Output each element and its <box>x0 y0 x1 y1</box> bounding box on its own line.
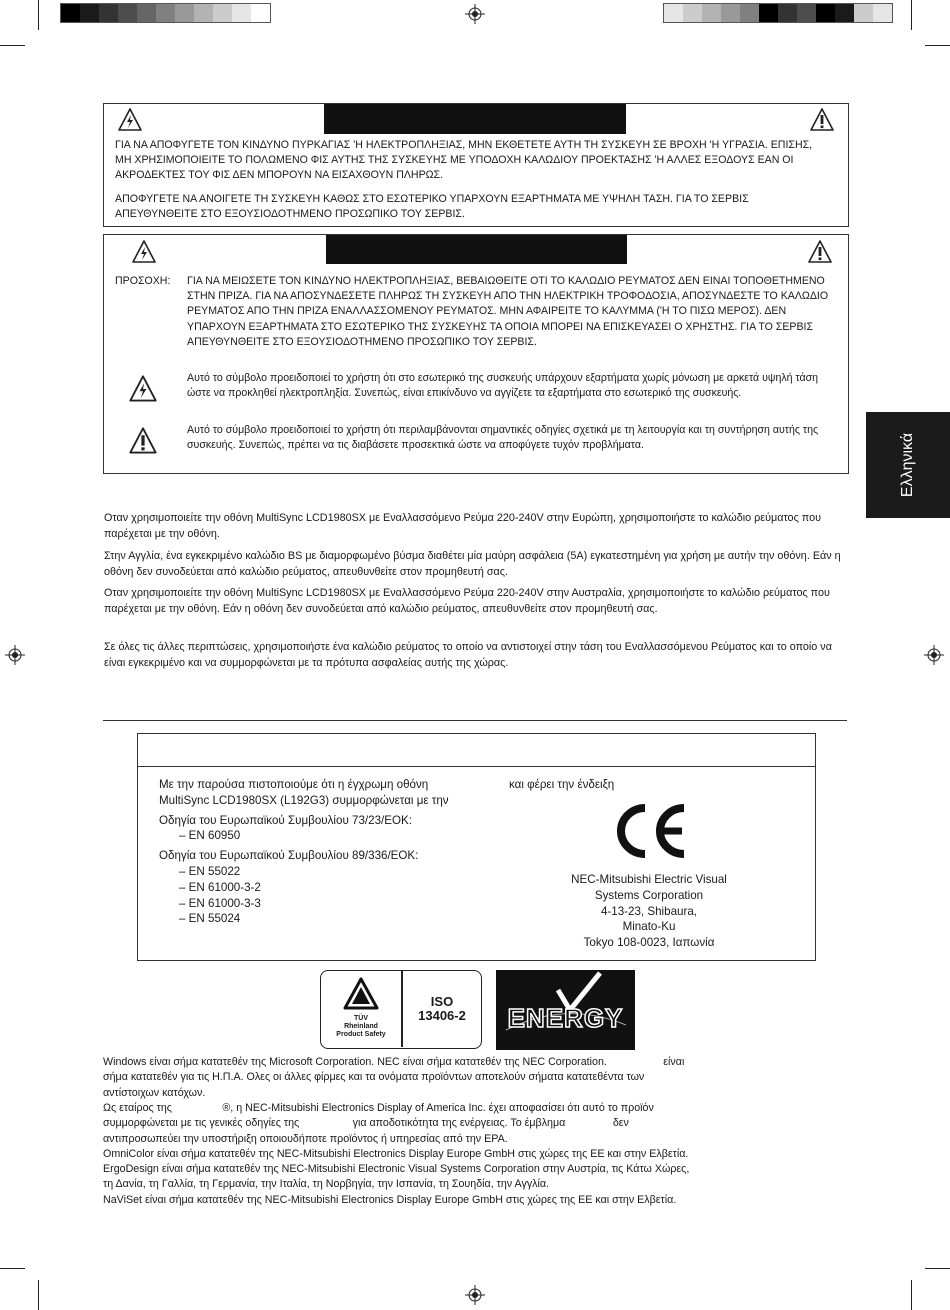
high-voltage-icon <box>131 239 157 265</box>
ce-intro: και φέρει την ένδειξη <box>509 778 615 791</box>
symbol-voltage-description: Αυτό το σύμβολο προειδοποιεί το χρήστη ότι στο εσωτερικό της συσκευής υπάρχουν εξαρτήματα χωρίς μόνωση με αρκετά υψηλή τάση ώστε να προκληθεί ηλεκτροπληξία. Συνεπώς, είναι επικίνδυνο να αγγίζετε τα εξαρτήματα στο εσωτερικό της συσκευής. <box>187 372 819 400</box>
iso-line: ISO <box>430 994 454 1009</box>
declaration-header-rule <box>138 766 815 767</box>
exclamation-icon <box>807 239 833 265</box>
crop-mark <box>0 45 25 46</box>
caution-heading-bar <box>326 235 627 264</box>
calibration-swatch <box>80 4 99 22</box>
tuv-line: Rheinland <box>344 1023 378 1031</box>
language-tab <box>866 412 950 518</box>
standard-item: – EN 55022 <box>179 864 241 878</box>
tuv-caption <box>321 1015 401 1040</box>
calibration-swatch <box>194 4 213 22</box>
declaration-box <box>137 733 816 961</box>
energy-star-logo <box>496 970 635 1050</box>
energy-wordmark: ENERGY <box>507 1003 624 1033</box>
warning-text-fire: ΓΙΑ ΝΑ ΑΠΟΦΥΓΕΤΕ ΤΟΝ ΚΙΝΔΥΝΟ ΠΥΡΚΑΓΙΑΣ 'Η ΗΛΕΚΤΡΟΠΛΗΞΙΑΣ, ΜΗΝ ΕΚΘΕΤΕΤΕ ΑΥΤΗ ΤΗ ΣΥΣΚΕΥΗ ΣΕ ΒΡΟΧΗ 'Η ΥΓΡΑΣΙΑ. ΕΠΙΣΗΣ, ΜΗ ΧΡΗΣΙΜΟΠΟΙΕΙΤΕ ΤΟ ΠΟΛΩΜΕΝΟ ΦΙΣ ΑΥΤΗΣ ΤΗΣ ΣΥΣΚΕΥΗΣ ΜΕ ΥΠΟΔΟΧΗ ΚΑΛΩΔΙΟΥ ΠΡΟΕΚΤΑΣΗΣ 'Η ΑΛΛΕΣ ΕΞΟΔΟΥΣ ΕΑΝ ΟΙ ΑΚΡΟΔΕΚΤΕΣ ΤΟΥ ΦΙΣ ΔΕΝ ΜΠΟΡΟΥΝ ΝΑ ΕΙΣΑΧΘΟΥΝ ΠΛΗΡΩΣ. <box>115 139 813 182</box>
calibration-swatch <box>778 4 797 22</box>
calibration-swatch <box>664 4 683 22</box>
crop-mark <box>38 0 39 30</box>
registration-mark-icon <box>465 1285 485 1305</box>
trademark-line: σήμα κατατεθέν για τις Η.Π.Α. Ολες οι άλλες φίρμες και τα ονόματα προϊόντων αποτελούν σήματα κατατεθέντα των <box>103 1071 645 1084</box>
tuv-line: TÜV <box>354 1015 368 1022</box>
calibration-swatch <box>118 4 137 22</box>
high-voltage-icon <box>128 374 158 404</box>
iso-line: 13406-2 <box>418 1008 466 1023</box>
calibration-swatch <box>740 4 759 22</box>
body-paragraph: Οταν χρησιμοποιείτε την οθόνη MultiSync LCD1980SX με Εναλλασσόμενο Ρεύμα 220-240V στην Ευρώπη, χρησιμοποιήστε το καλώδιο ρεύματος που παρέχεται με την οθόνη. <box>104 512 821 540</box>
crop-mark <box>38 1280 39 1310</box>
calibration-swatch <box>873 4 892 22</box>
ce-mark-logo <box>612 800 690 862</box>
ce-mark-icon <box>612 800 690 862</box>
calibration-strip-right <box>663 3 893 23</box>
crop-mark <box>911 0 912 30</box>
body-paragraph: Οταν χρησιμοποιείτε την οθόνη MultiSync LCD1980SX με Εναλλασσόμενο Ρεύμα 220-240V στην Αυστραλία, χρησιμοποιήστε το καλώδιο ρεύματος που παρέχεται με την οθόνη. Εάν η οθόνη δεν συνοδεύεται από καλώδιο ρεύματος, απευθυνθείτε στον προμηθευτή σας. <box>104 587 830 615</box>
caution-text: ΓΙΑ ΝΑ ΜΕΙΩΣΕΤΕ ΤΟΝ ΚΙΝΔΥΝΟ ΗΛΕΚΤΡΟΠΛΗΞΙΑΣ, ΒΕΒΑΙΩΘΕΙΤΕ ΟΤΙ ΤΟ ΚΑΛΩΔΙΟ ΡΕΥΜΑΤΟΣ ΔΕΝ ΕΙΝΑΙ ΤΟΠΟΘΕΤΗΜΕΝΟ ΣΤΗΝ ΠΡΙΖΑ. ΓΙΑ ΝΑ ΑΠΟΣΥΝΔΕΣΕΤΕ ΠΛΗΡΩΣ ΤΗ ΣΥΣΚΕΥΗ ΑΠΟ ΤΗΝ ΗΛΕΚΤΡΙΚΗ ΤΡΟΦΟΔΟΣΙΑ, ΑΠΟΣΥΝΔΕΣΤΕ ΤΟ ΚΑΛΩΔΙΟ ΡΕΥΜΑΤΟΣ ΑΠΟ ΤΗΝ ΠΡΙΖΑ ΕΝΑΛΛΑΣΣΟΜΕΝΟΥ ΡΕΥΜΑΤΟΣ. ΜΗΝ ΑΦΑΙΡΕΙΤΕ ΤΟ ΚΑΛΥΜΜΑ ('Η ΤΟ ΠΙΣΩ ΜΕΡΟΣ). ΔΕΝ ΥΠΑΡΧΟΥΝ ΕΞΑΡΤΗΜΑΤΑ ΣΤΟ ΕΣΩΤΕΡΙΚΟ ΤΗΣ ΣΥΣΚΕΥΗΣ ΤΑ ΟΠΟΙΑ ΜΠΟΡΕΙ ΝΑ ΕΠΙΣΚΕΥΑΣΕΙ Ο ΧΡΗΣΤΗΣ. ΓΙΑ ΤΟ ΣΕΡΒΙΣ ΑΠΕΥΘΥΝΘΕΙΤΕ ΣΤΟ ΕΞΟΥΣΙΟΔΟΤΗΜΕΝΟ ΠΡΟΣΩΠΙΚΟ ΤΟΥ ΣΕΡΒΙΣ. <box>187 275 829 348</box>
exclamation-icon <box>809 107 835 133</box>
calibration-swatch <box>137 4 156 22</box>
trademark-line: αντίστοιχων κατόχων. <box>103 1086 206 1099</box>
warning-heading-bar <box>324 104 626 134</box>
iso-label <box>403 995 481 1023</box>
directive-73-23: Οδηγία του Ευρωπαϊκού Συμβουλίου 73/23/EOK: <box>159 813 412 827</box>
trademark-line: τη Δανία, τη Γαλλία, τη Γερμανία, την Ιταλία, τη Νορβηγία, την Ισπανία, τη Σουηδία, την Αγγλία. <box>103 1178 550 1191</box>
language-tab-label: Ελληνικά <box>899 432 916 498</box>
registration-mark-icon <box>924 645 944 665</box>
registration-mark-icon <box>465 4 485 24</box>
body-paragraph: Σε όλες τις άλλες περιπτώσεις, χρησιμοποιήστε ένα καλώδιο ρεύματος το οποίο να αντιστοιχεί στην τάση του Εναλλασσόμενου Ρεύματος και το οποίο να είναι εγκεκριμένο και να συμμορφώνεται με τα πρότυπα ασφαλείας αυτής της χώρας. <box>104 641 832 669</box>
calibration-strip-left <box>60 3 271 23</box>
crop-mark <box>0 1268 25 1269</box>
high-voltage-icon <box>117 107 143 133</box>
standard-item: – EN 61000-3-3 <box>179 896 261 910</box>
standard-item: – EN 61000-3-2 <box>179 880 261 894</box>
exclamation-icon <box>128 426 158 456</box>
calibration-swatch <box>232 4 251 22</box>
trademark-line: NaViSet είναι σήμα κατατεθέν της NEC-Mitsubishi Electronics Display Europe GmbH στις χώρες της ΕΕ και στην Ελβετία. <box>103 1193 677 1206</box>
address-line: 4-13-23, Shibaura, <box>600 904 698 918</box>
standard-item: – EN 55024 <box>179 912 241 926</box>
calibration-swatch <box>702 4 721 22</box>
warning-box <box>103 103 849 227</box>
address-line: Systems Corporation <box>594 888 704 902</box>
tuv-iso-logo <box>320 970 482 1049</box>
caution-label: ΠΡΟΣΟΧΗ: <box>115 275 171 287</box>
manufacturer-address <box>534 872 764 951</box>
directive-89-336: Οδηγία του Ευρωπαϊκού Συμβουλίου 89/336/EOK: <box>159 849 419 863</box>
calibration-swatch <box>213 4 232 22</box>
address-line: NEC-Mitsubishi Electric Visual <box>571 873 727 886</box>
trademark-line: Ως εταίρος της ®, η NEC-Mitsubishi Electronics Display of America Inc. έχει αποφασίσει ότι αυτό το προϊόν <box>103 1101 654 1114</box>
trademark-line: αντιπροσωπεύει την υποστήριξη οποιουδήποτε προϊόντος ή υπηρεσίας από την EPA. <box>103 1132 508 1145</box>
standard-item: – EN 60950 <box>179 829 241 843</box>
calibration-swatch <box>797 4 816 22</box>
calibration-swatch <box>251 4 270 22</box>
calibration-swatch <box>759 4 778 22</box>
crop-mark <box>911 1280 912 1310</box>
trademark-line: OmniColor είναι σήμα κατατεθέν της NEC-Mitsubishi Electronics Display Europe GmbH στις χώρες της ΕΕ και στην Ελβετία. <box>103 1147 689 1160</box>
crop-mark <box>925 45 950 46</box>
trademark-line: ErgoDesign είναι σήμα κατατεθέν της NEC-Mitsubishi Electronic Visual Systems Corporation στην Αυστρία, τις Κάτω Χώρες, <box>103 1163 690 1176</box>
address-line: Tokyo 108-0023, Ιαπωνία <box>583 936 715 950</box>
calibration-swatch <box>835 4 854 22</box>
crop-mark <box>925 1268 950 1269</box>
calibration-swatch <box>816 4 835 22</box>
trademark-line: Windows είναι σήμα κατατεθέν της Microsoft Corporation. NEC είναι σήμα κατατεθέν της NEC Corporation. είναι <box>103 1056 685 1068</box>
calibration-swatch <box>683 4 702 22</box>
symbol-exclamation-description: Αυτό το σύμβολο προειδοποιεί το χρήστη ότι περιλαμβάνονται σημαντικές οδηγίες σχετικά με τη λειτουργία και τη συντήρηση αυτής της συσκευής. Συνεπώς, πρέπει να τις διαβάσετε προσεκτικά ώστε να αποφύγετε τυχόν προβλήματα. <box>187 424 819 452</box>
body-paragraph: Στην Αγγλία, ένα εγκεκριμένο καλώδιο BS με διαμορφωμένο βύσμα διαθέτει μία μαύρη ασφάλεια (5A) εγκατεστημένη για χρήση με αυτήν την οθόνη. Εάν η οθόνη δεν συνοδεύεται από καλώδιο ρεύματος, απευθυνθείτε στον προμηθευτή σας. <box>104 550 841 578</box>
address-line: Minato-Ku <box>622 920 676 934</box>
tuv-triangle-icon <box>343 977 379 1011</box>
warning-text-open: ΑΠΟΦΥΓΕΤΕ ΝΑ ΑΝΟΙΓΕΤΕ ΤΗ ΣΥΣΚΕΥΗ ΚΑΘΩΣ ΣΤΟ ΕΣΩΤΕΡΙΚΟ ΥΠΑΡΧΟΥΝ ΕΞΑΡΤΗΜΑΤΑ ΜΕ ΥΨΗΛΗ ΤΑΣΗ. ΓΙΑ ΤΟ ΣΕΡΒΙΣ ΑΠΕΥΘΥΝΘΕΙΤΕ ΣΤΟ ΕΞΟΥΣΙΟΔΟΤΗΜΕΝΟ ΠΡΟΣΩΠΙΚΟ ΤΟΥ ΣΕΡΒΙΣ. <box>115 193 749 221</box>
calibration-swatch <box>175 4 194 22</box>
tuv-line: Product Safety <box>336 1031 386 1039</box>
calibration-swatch <box>99 4 118 22</box>
calibration-swatch <box>156 4 175 22</box>
declaration-intro: Με την παρούσα πιστοποιούμε ότι η έγχρωμη οθόνη MultiSync LCD1980SX (L192G3) συμμορφώνεται με την <box>159 778 449 807</box>
calibration-swatch <box>61 4 80 22</box>
calibration-swatch <box>854 4 873 22</box>
calibration-swatch <box>721 4 740 22</box>
trademark-line: συμμορφώνεται με τις γενικές οδηγίες της για αποδοτικότητα της ενέργειας. Το έμβλημα δεν <box>103 1117 629 1130</box>
registration-mark-icon <box>5 645 25 665</box>
caution-box <box>103 234 849 474</box>
section-divider <box>103 720 847 721</box>
declaration-left-column <box>159 777 459 927</box>
